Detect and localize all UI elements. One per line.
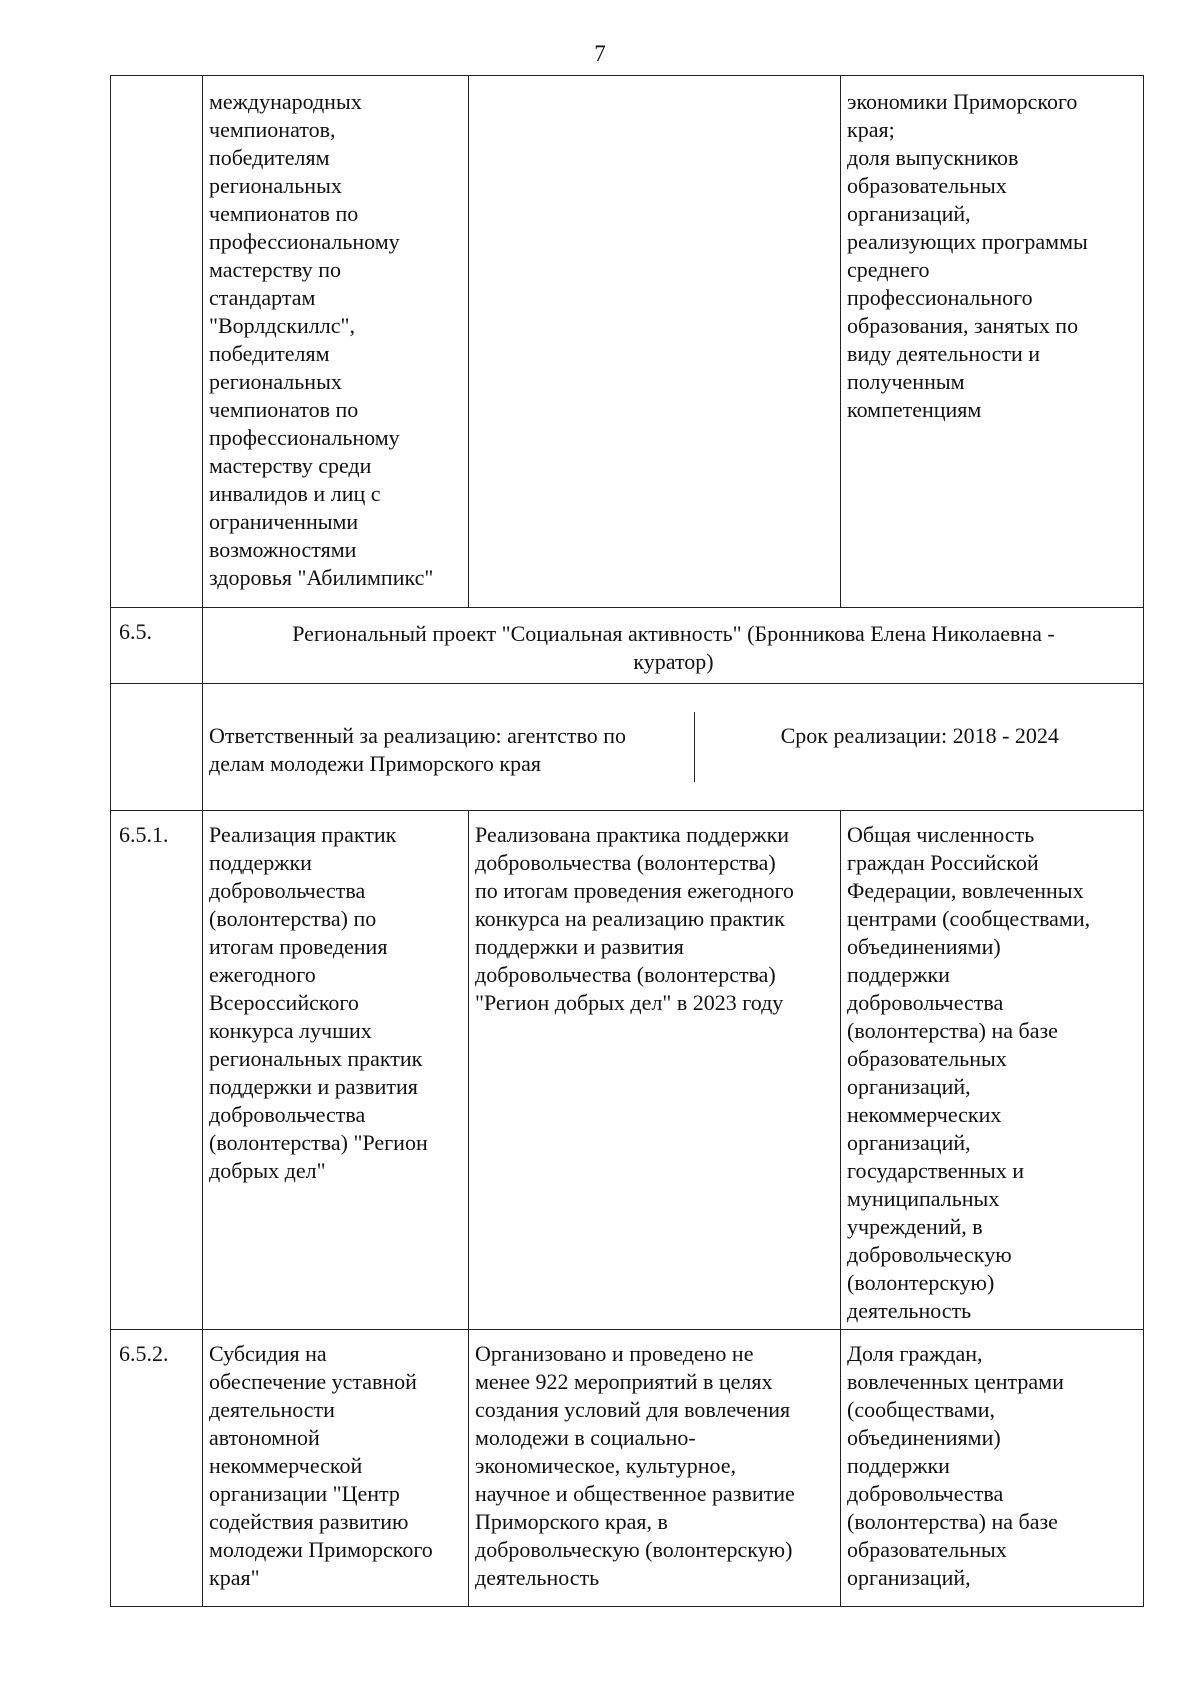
row-number: 6.5.1. (111, 811, 203, 1330)
indicator-cell: экономики Приморского края; доля выпускников образовательных организаций, реализующих программы среднего профессионального образования, занятых по виду деятельности и полученным компетенциям (841, 76, 1144, 608)
empty-number-cell (111, 684, 203, 811)
indicator-cell: Доля граждан, вовлеченных центрами (сообществами, объединениями) поддержки добровольчества (волонтерства) на базе образовательных организаций, (841, 1330, 1144, 1607)
program-table (110, 75, 1144, 1607)
row-number: 6.5.2. (111, 1330, 203, 1607)
result-cell: Реализована практика поддержки добровольчества (волонтерства) по итогам проведения ежегодного конкурса на реализацию практик поддержки и развития добровольчества (волонтерства) "Регион добрых дел" в 2023 году (469, 811, 841, 1330)
project-row (111, 608, 1144, 684)
table-row (111, 1330, 1144, 1607)
indicator-cell: Общая численность граждан Российской Федерации, вовлеченных центрами (сообществами, объединениями) поддержки добровольчества (волонтерства) на базе образовательных организаций, некоммерческих организаций, государственных и муниципальных учреждений, в добровольческую (волонтерскую) деятельность (841, 811, 1144, 1330)
page-number: 7 (594, 41, 606, 66)
result-cell: Организовано и проведено не менее 922 мероприятий в целях создания условий для вовлечения молодежи в социально- экономическое, культурное, научное и общественное развитие Приморского края, в добровольческую (волонтерскую) деятельность (469, 1330, 841, 1607)
task-cell: Реализация практик поддержки добровольчества (волонтерства) по итогам проведения ежегодного Всероссийского конкурса лучших региональных практик поддержки и развития добровольчества (волонтерства) "Регион добрых дел" (203, 811, 469, 1330)
result-cell (469, 76, 841, 608)
project-title: Региональный проект "Социальная активность" (Бронникова Елена Николаевна - куратор) (203, 608, 1144, 684)
implementation-period: Срок реализации: 2018 - 2024 (780, 723, 1059, 748)
task-cell: Субсидия на обеспечение уставной деятельности автономной некоммерческой организации "Центр содействия развитию молодежи Приморского края" (203, 1330, 469, 1607)
responsible-subtable (203, 712, 1144, 782)
responsible-row (111, 684, 1144, 811)
task-cell: международных чемпионатов, победителям региональных чемпионатов по профессиональному мастерству по стандартам "Ворлдскиллс", победителям региональных чемпионатов по профессиональному мастерству среди инвалидов и лиц с ограниченными возможностями здоровья "Абилимпикс" (203, 76, 469, 608)
table-row (111, 811, 1144, 1330)
project-number: 6.5. (111, 608, 203, 684)
responsible-agency: Ответственный за реализацию: агентство по делам молодежи Приморского края (203, 712, 694, 782)
continuation-row (111, 76, 1144, 608)
responsible-wrapper (203, 684, 1144, 811)
row-number (111, 76, 203, 608)
